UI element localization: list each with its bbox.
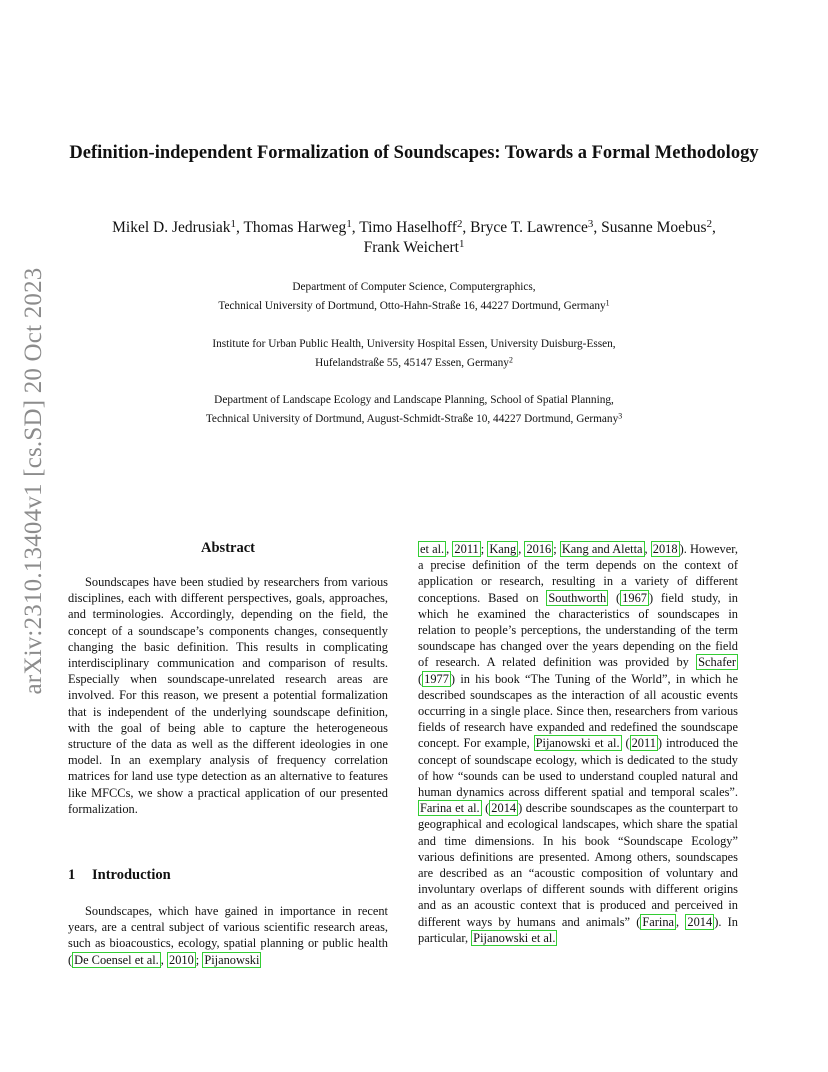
citation-link[interactable]: 2016: [526, 542, 552, 556]
abstract-body: [68, 574, 388, 817]
affiliation-mark: 1: [605, 298, 610, 308]
arxiv-identifier-stamp: [18, 267, 50, 695]
body-text: (: [418, 671, 423, 686]
body-text: Soundscapes, which have gained in importance in recent years, are a central subject of various scientific research areas, such as bioacoustics, ecology, spatial planning or public health (: [68, 904, 388, 967]
section-heading-introduction: [68, 867, 171, 884]
abstract-text: Soundscapes have been studied by researchers from various disciplines, each with different perspectives, goals, approaches, and terminologies. Accordingly, depending on the field, the concept of a soundscape’s components changes, consequently changing the basic definition. This results in complicating interdisciplinary communication and comparison of results. Especially when soundscape-unrelated research areas are involved. For this reason, we present a potential formalization that is independent of the underlying soundscape definition, with the goal of being able to capture the heterogeneous structure of the data as well as the different ideologies in one model. In an exemplary analysis of frequency correlation matrices for land use type detection as an alternative to features like MFCCs, we show a practical application of our presented formalization.: [68, 575, 388, 816]
body-text: ,: [160, 952, 167, 967]
author-name: Thomas Harweg: [243, 219, 347, 236]
author-affiliation-mark: 1: [346, 218, 352, 231]
body-text: (: [481, 801, 490, 816]
citation-link[interactable]: Farina et al.: [420, 801, 480, 816]
affiliation-1: [100, 278, 728, 316]
arxiv-identifier-text: arXiv:2310.13404v1 [cs.SD] 20 Oct 2023: [20, 267, 47, 695]
body-text: (: [608, 590, 621, 605]
affiliation-line-with-mark: [100, 297, 728, 316]
citation-link[interactable]: Kang and Aletta: [561, 542, 643, 556]
affiliation-line: Department of Landscape Ecology and Landscape Planning, School of Spatial Planning,: [214, 394, 614, 406]
abstract-heading: Abstract: [201, 540, 255, 556]
author-affiliation-mark: 3: [587, 218, 594, 231]
author-name: Susanne Moebus: [601, 219, 707, 236]
affiliation-address: Hufelandstraße 55, 45147 Essen, Germany: [315, 357, 509, 369]
section-title: Introduction: [92, 867, 171, 883]
citation-link[interactable]: 2010: [169, 952, 194, 967]
author-name: Mikel D. Jedrusiak: [112, 219, 231, 236]
author-list: Mikel D. Jedrusiak$^1$, Thomas Harweg$^1$, Timo Haselhoff$^2$, Bryce T. Lawrence$^3$, Susanne Moebus$^2$, Frank Weichert$^1$: [112, 218, 716, 256]
body-text: ) describe soundscapes as the counterpart to geographical and ecological landscapes, which share the spatial and time dimensions. In his book “Soundscape Ecology” various definitions are presented. Among others, soundscapes are described as an “acoustic composition of voluntary and involuntary overlaps of different sounds with different origins and as an acoustic context that is produced and perceived in different ways by humans and animals” (: [418, 801, 738, 929]
author-name: Timo Haselhoff: [359, 219, 457, 236]
body-text: ). However, a precise definition of the term depends on the context of application or research, resulting in a variety of different conceptions. Based on: [418, 542, 738, 605]
citation-link[interactable]: Kang: [489, 542, 517, 556]
citation-link[interactable]: 2011: [631, 736, 656, 751]
author-affiliation-mark: 2: [706, 218, 712, 231]
affiliation-mark: 3: [618, 411, 623, 421]
citation-link[interactable]: 1967: [622, 590, 647, 605]
affiliation-address: Technical University of Dortmund, August-Schmidt-Straße 10, 44227 Dortmund, Germany: [205, 413, 619, 425]
citation-link[interactable]: Pijanowski et al.: [535, 736, 620, 751]
body-text: (: [621, 736, 630, 751]
citation-link[interactable]: Schafer: [698, 655, 736, 670]
body-text: ). In particular,: [418, 914, 738, 945]
affiliation-3: [100, 391, 728, 429]
affiliation-line: Institute for Urban Public Health, University Hospital Essen, University Duisburg-Essen,: [212, 338, 616, 350]
author-affiliation-mark: 2: [456, 218, 463, 231]
citation-link[interactable]: 2011: [454, 542, 479, 556]
author-affiliation-mark: 1: [458, 238, 465, 251]
body-text: ,: [518, 542, 525, 556]
affiliation-address: Technical University of Dortmund, Otto-Hahn-Straße 16, 44227 Dortmund, Germany: [218, 300, 606, 312]
body-text: ;: [480, 542, 488, 556]
citation-link[interactable]: 2014: [491, 801, 517, 816]
body-text: ;: [195, 952, 203, 967]
section-number: 1: [68, 867, 76, 883]
intro-paragraph-left: [68, 903, 388, 968]
author-name: Frank Weichert: [363, 239, 459, 256]
citation-link[interactable]: 1977: [424, 671, 449, 686]
author-affiliation-mark: 1: [230, 218, 236, 231]
body-text: ,: [644, 542, 651, 556]
author-name: Bryce T. Lawrence: [470, 219, 588, 236]
intro-paragraph-right: [418, 541, 738, 946]
body-text: ) in his book “The Tuning of the World”, in which he described soundscapes as the interaction of all acoustic events occurring in a single place. Since then, researchers from various fields of research have expanded and redefined the soundscape concept. For example,: [418, 671, 738, 751]
citation-link[interactable]: Farina: [642, 914, 675, 929]
affiliation-2: [100, 335, 728, 373]
affiliation-line-with-mark: [100, 410, 728, 429]
citation-link[interactable]: Southworth: [548, 590, 607, 605]
citation-link[interactable]: 2014: [687, 914, 713, 929]
paper-title: Definition-independent Formalization of Soundscapes: Towards a Formal Methodology: [69, 143, 759, 163]
citation-link[interactable]: et al.: [420, 542, 445, 556]
body-text: ,: [676, 914, 686, 929]
body-text: ;: [553, 542, 560, 556]
citation-link[interactable]: 2018: [652, 542, 678, 556]
citation-link[interactable]: Pijanowski: [204, 952, 260, 967]
citation-link[interactable]: Pijanowski et al.: [473, 930, 556, 945]
body-text: ) field study, in which he examined the characteristics of soundscapes in relation to people’s perceptions, the understanding of the term soundscape has changed over the years depending on the field of research. A related definition was provided by: [418, 590, 739, 670]
affiliation-line-with-mark: [100, 354, 728, 373]
affiliation-line: Department of Computer Science, Computergraphics,: [292, 281, 536, 293]
citation-link[interactable]: De Coensel et al.: [74, 952, 159, 967]
body-text: ) introduced the concept of soundscape ecology, which is dedicated to the study of how “sounds can be used to understand coupled natural and human dynamics across different spatial and temporal scales”.: [418, 736, 738, 800]
body-text: ,: [446, 542, 453, 556]
affiliation-mark: 2: [508, 355, 513, 365]
